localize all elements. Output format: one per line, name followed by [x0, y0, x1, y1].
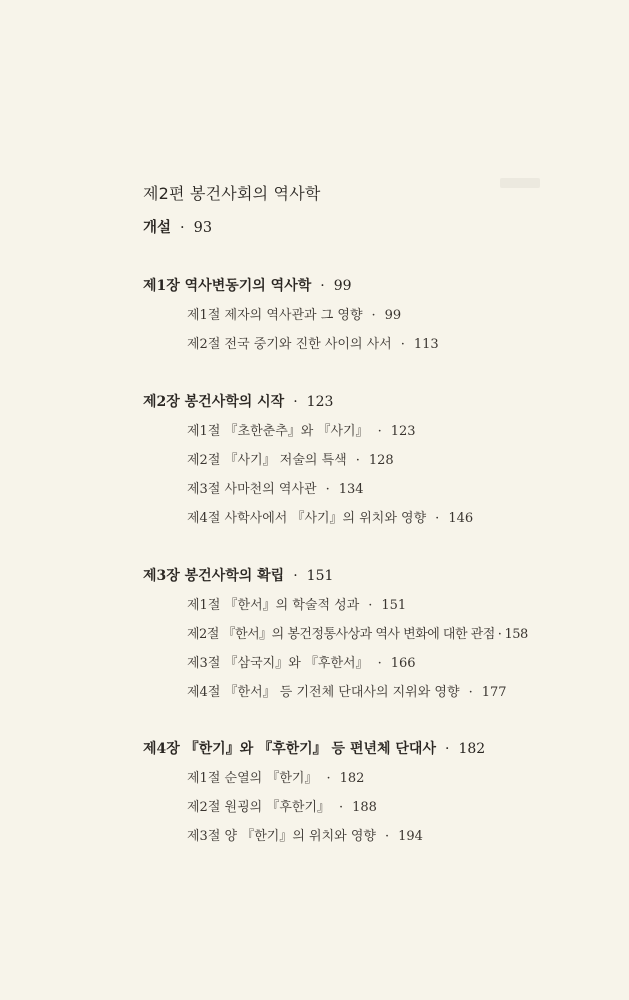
- toc-section-3-4: [187, 681, 507, 700]
- overview-page-number: 93: [193, 220, 213, 236]
- toc-chapter-4: [143, 738, 485, 758]
- separator-dot: ·: [339, 800, 344, 815]
- toc-section-2-1: [187, 420, 416, 439]
- separator-dot: ·: [355, 453, 360, 468]
- chapter-page-number: 151: [306, 568, 334, 584]
- toc-section-2-2: [187, 449, 394, 468]
- separator-dot: ·: [368, 598, 373, 613]
- toc-section-1-2: [187, 333, 439, 352]
- toc-section-2-4: [187, 507, 473, 526]
- separator-dot: ·: [435, 511, 440, 526]
- chapter-page-number: 99: [333, 278, 352, 294]
- toc-chapter-3: [143, 565, 333, 585]
- separator-dot: ·: [377, 656, 382, 671]
- section-label: 제2절 전국 중기와 진한 사이의 사서: [187, 337, 392, 352]
- bleed-through-mark: [500, 178, 540, 188]
- part-title: 제2편 봉건사회의 역사학: [143, 184, 321, 203]
- toc-section-2-3: [187, 478, 364, 497]
- section-label: 제2절 『한서』의 봉건정통사상과 역사 변화에 대한 관점: [187, 627, 495, 642]
- section-page-number: 123: [390, 424, 416, 439]
- separator-dot: ·: [384, 829, 390, 844]
- section-page-number: 113: [413, 337, 439, 352]
- chapter-page-number: 123: [306, 394, 334, 410]
- toc-section-4-2: [187, 796, 377, 815]
- section-page-number: 177: [481, 685, 507, 700]
- section-label: 제1절 『한서』의 학술적 성과: [187, 598, 360, 613]
- section-label: 제3절 『삼국지』와 『후한서』: [187, 656, 369, 671]
- toc-chapter-1: [143, 275, 352, 295]
- separator-dot: ·: [180, 220, 185, 236]
- section-page-number: 146: [448, 511, 474, 526]
- section-page-number: 99: [384, 308, 402, 323]
- section-label: 제1절 『초한춘추』와 『사기』: [187, 424, 369, 439]
- toc-section-3-3: [187, 652, 416, 671]
- toc-section-1-1: [187, 304, 401, 323]
- section-label: 제1절 순열의 『한기』: [187, 771, 318, 786]
- separator-dot: ·: [468, 685, 473, 700]
- toc-section-3-2: [187, 623, 528, 642]
- section-page-number: 151: [381, 598, 407, 613]
- section-label: 제2절 원굉의 『후한기』: [187, 800, 330, 815]
- section-label: 제2절 『사기』 저술의 특색: [187, 453, 347, 468]
- section-label: 제1절 제자의 역사관과 그 영향: [187, 308, 363, 323]
- overview-label: 개설: [143, 219, 172, 236]
- section-page-number: 158: [504, 627, 528, 642]
- section-label: 제3절 사마천의 역사관: [187, 482, 317, 497]
- chapter-label: 제2장 봉건사학의 시작: [143, 394, 285, 410]
- section-label: 제4절 『한서』 등 기전체 단대사의 지위와 영향: [187, 685, 460, 700]
- separator-dot: ·: [400, 337, 405, 352]
- separator-dot: ·: [293, 568, 298, 584]
- separator-dot: ·: [497, 627, 502, 642]
- chapter-label: 제4장 『한기』와 『후한기』 등 편년체 단대사: [143, 741, 436, 757]
- toc-chapter-2: [143, 391, 333, 411]
- toc-section-4-1: [187, 767, 364, 786]
- section-label: 제3절 양 『한기』의 위치와 영향: [187, 829, 376, 844]
- separator-dot: ·: [444, 741, 450, 757]
- toc-section-4-3: [187, 825, 423, 844]
- chapter-label: 제3장 봉건사학의 확립: [143, 568, 285, 584]
- separator-dot: ·: [377, 424, 382, 439]
- section-label: 제4절 사학사에서 『사기』의 위치와 영향: [187, 511, 427, 526]
- toc-section-3-1: [187, 594, 406, 613]
- separator-dot: ·: [371, 308, 376, 323]
- chapter-page-number: 182: [458, 741, 486, 757]
- section-page-number: 182: [339, 771, 365, 786]
- section-page-number: 194: [398, 829, 423, 844]
- separator-dot: ·: [326, 771, 331, 786]
- section-page-number: 166: [390, 656, 416, 671]
- separator-dot: ·: [320, 278, 325, 294]
- section-page-number: 188: [352, 800, 377, 815]
- toc-overview-entry: [143, 216, 212, 237]
- chapter-label: 제1장 역사변동기의 역사학: [143, 278, 312, 294]
- separator-dot: ·: [293, 394, 298, 410]
- section-page-number: 134: [338, 482, 364, 497]
- separator-dot: ·: [325, 482, 330, 497]
- section-page-number: 128: [368, 453, 394, 468]
